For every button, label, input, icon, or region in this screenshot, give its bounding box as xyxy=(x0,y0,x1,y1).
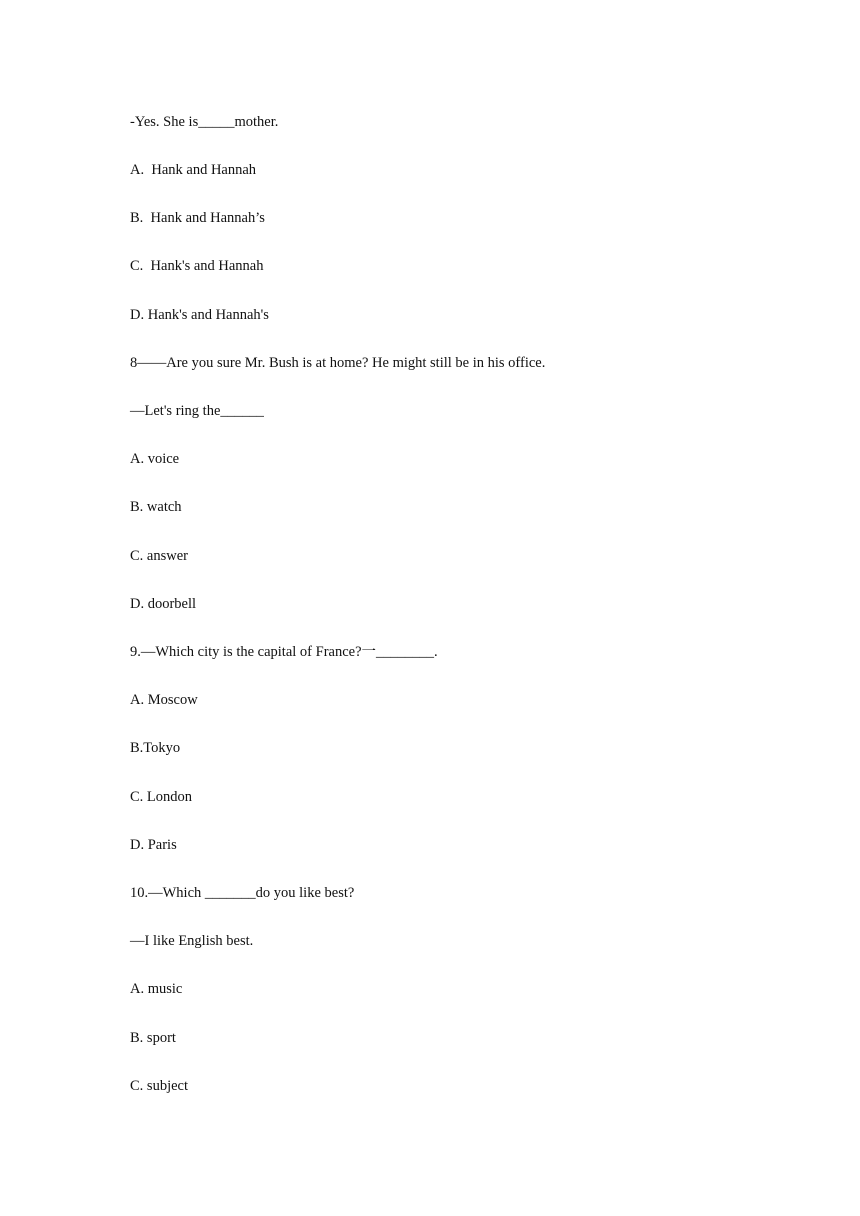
option-d: D. Paris xyxy=(130,837,177,853)
question-8-reply: —Let's ring the______ xyxy=(130,403,264,419)
question-7-answer-line: -Yes. She is_____mother. xyxy=(130,114,279,130)
question-9: 9.—Which city is the capital of France?一________. xyxy=(130,644,438,660)
option-a: A. voice xyxy=(130,451,180,467)
option-b: B. sport xyxy=(130,1030,176,1046)
question-10: 10.—Which _______do you like best? xyxy=(130,885,355,901)
option-a: A. Hank and Hannah xyxy=(130,162,257,178)
question-8: 8——Are you sure Mr. Bush is at home? He might still be in his office. xyxy=(130,355,546,371)
option-b: B.Tokyo xyxy=(130,740,181,756)
option-c: C. answer xyxy=(130,548,188,564)
question-10-reply: —I like English best. xyxy=(130,933,254,949)
option-c: C. Hank's and Hannah xyxy=(130,258,264,274)
option-b: B. Hank and Hannah’s xyxy=(130,210,265,226)
option-b: B. watch xyxy=(130,499,182,515)
option-a: A. Moscow xyxy=(130,692,198,708)
option-a: A. music xyxy=(130,981,183,997)
option-c: C. subject xyxy=(130,1078,188,1094)
option-c: C. London xyxy=(130,789,193,805)
option-d: D. doorbell xyxy=(130,596,197,612)
option-d: D. Hank's and Hannah's xyxy=(130,307,269,323)
